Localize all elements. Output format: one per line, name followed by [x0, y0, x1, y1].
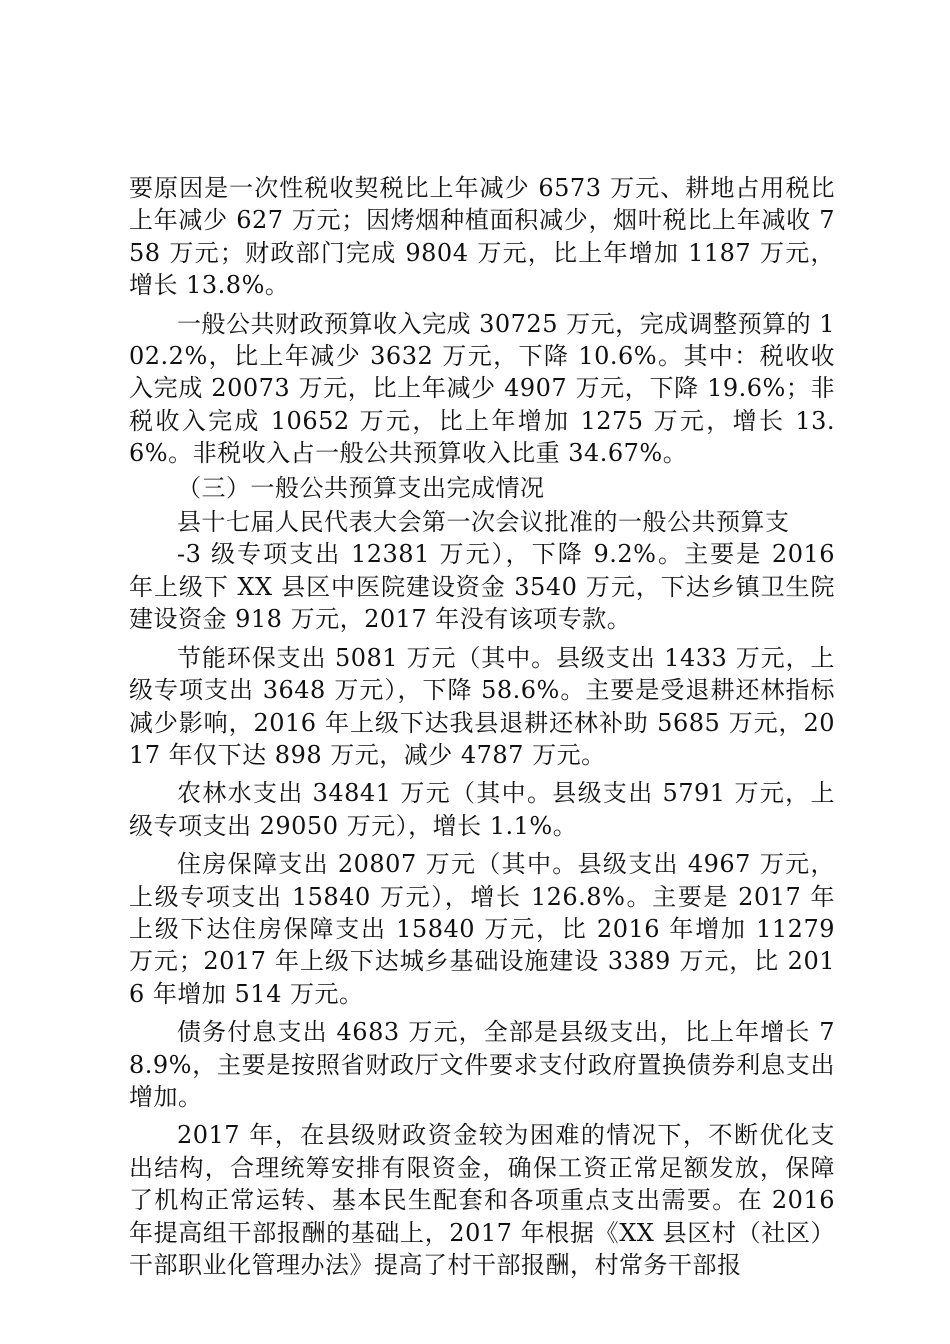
paragraph-housing-security: 住房保障支出 20807 万元（其中。县级支出 4967 万元，上级专项支出 15840 万元），增长 126.8%。主要是 2017 年上级下达住房保障支出 15840 万元，比 2016 年增加 11279 万元；2017 年上级下达城乡基础设施建设 3389 万元，比 2016 年增加 514 万元。 [129, 850, 844, 1008]
paragraph-budget-approval: 县十七届人民代表大会第一次会议批准的一般公共预算支 [177, 508, 790, 537]
paragraph-agriculture-forestry-water: 农林水支出 34841 万元（其中。县级支出 5791 万元，上级专项支出 29050 万元），增长 1.1%。 [129, 779, 835, 840]
paragraph-debt-interest: 债务付息支出 4683 万元，全部是县级支出，比上年增长 78.9%，主要是按照省财政厅文件要求支付政府置换债券利息支出增加。 [129, 1018, 835, 1111]
paragraph-2017-summary: 2017 年，在县级财政资金较为困难的情况下，不断优化支出结构，合理统筹安排有限资金，确保工资正常足额发放，保障了机构正常运转、基本民生配套和各项重点支出需要。在 2016 年提高组干部报酬的基础上，2017 年根据《XX 县区村（社区）干部职业化管理办法》提高了村干部报酬，村常务干部报 [129, 1121, 844, 1279]
paragraph-tax-reasons: 要原因是一次性税收契税比上年减少 6573 万元、耕地占用税比上年减少 627 万元；因烤烟种植面积减少，烟叶税比上年减收 758 万元；财政部门完成 9804 万元，比上年增加 1187 万元，增长 13.8%。 [129, 174, 835, 300]
paragraph-special-expenditure: -3 级专项支出 12381 万元），下降 9.2%。主要是 2016 年上级下 XX 县区中医院建设资金 3540 万元，下达乡镇卫生院建设资金 918 万元，2017 年没有该项专款。 [129, 540, 844, 634]
document-body [129, 172, 844, 1281]
paragraph-energy-environment: 节能环保支出 5081 万元（其中。县级支出 1433 万元，上级专项支出 3648 万元），下降 58.6%。主要是受退耕还林指标减少影响，2016 年上级下达我县退耕还林补助 5685 万元，2017 年仅下达 898 万元，减少 4787 万元。 [129, 643, 835, 769]
paragraph-general-revenue: 一般公共财政预算收入完成 30725 万元，完成调整预算的 102.2%，比上年减少 3632 万元，下降 10.6%。其中：税收收入完成 20073 万元，比上年减少 4907 万元，下降 19.6%；非税收入完成 10652 万元，比上年增加 1275 万元，增长 13.6%。非税收入占一般公共预算收入比重 34.67%。 [129, 309, 836, 468]
section-heading-expenditure: （三）一般公共预算支出完成情况 [177, 473, 545, 502]
